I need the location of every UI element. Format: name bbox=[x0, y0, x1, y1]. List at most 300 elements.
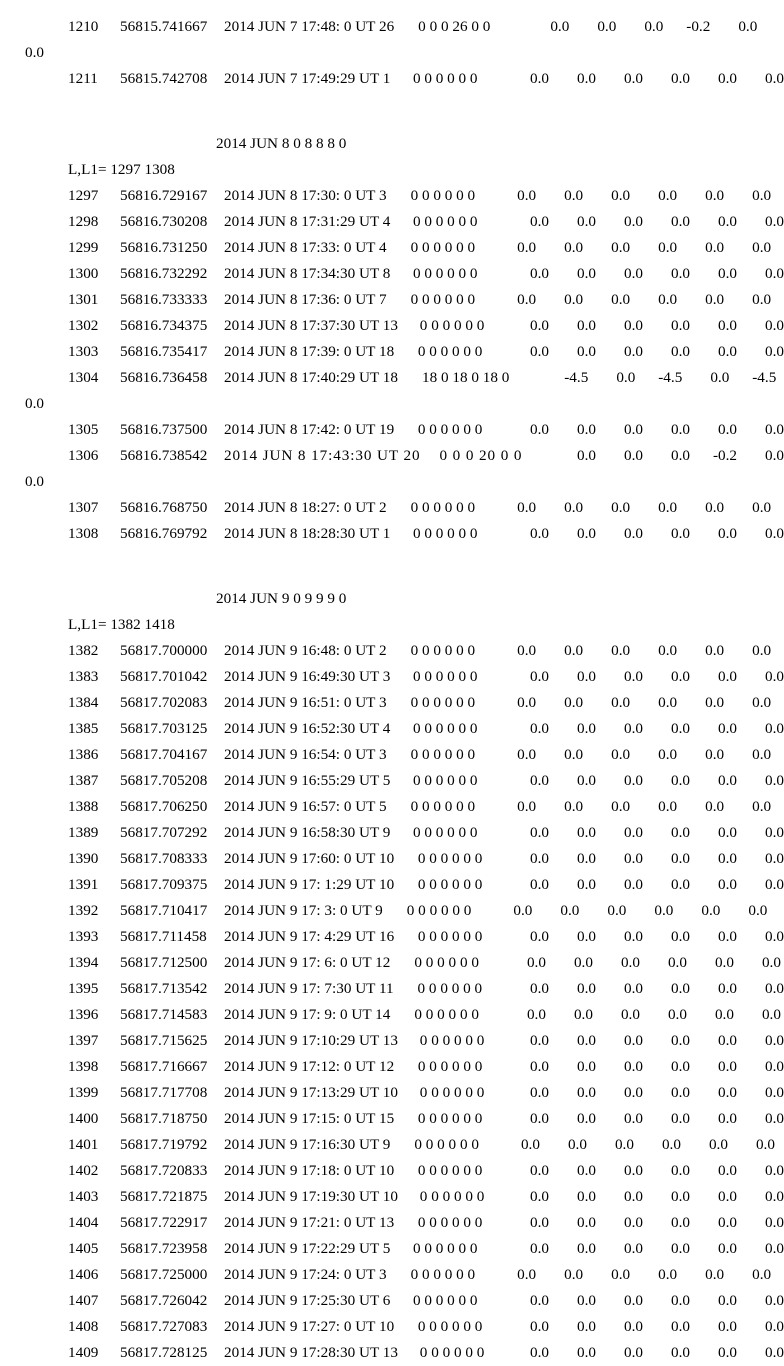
row-wrapped-value: 0.0 bbox=[25, 44, 44, 61]
spacer-gap bbox=[420, 443, 439, 469]
row-value: 0.0 bbox=[567, 1136, 587, 1153]
row-value: 0.0 bbox=[577, 213, 596, 230]
spacer-gap bbox=[398, 1184, 420, 1210]
table-row bbox=[0, 638, 784, 664]
row-timestamp: 2014 JUN 9 16:58:30 UT 9 bbox=[224, 824, 391, 841]
row-value: 0.0 bbox=[564, 694, 584, 711]
row-value: 0.0 bbox=[658, 291, 678, 308]
spacer-gap bbox=[390, 261, 413, 287]
spacer-gap bbox=[398, 1028, 420, 1054]
row-value: 0.0 bbox=[517, 187, 537, 204]
row-index: 1304 bbox=[68, 369, 99, 386]
row-timestamp: 2014 JUN 9 17:28:30 UT 13 bbox=[224, 1344, 398, 1361]
row-timestamp: 2014 JUN 9 17:10:29 UT 13 bbox=[224, 1032, 398, 1049]
row-flags: 0 0 0 0 0 0 bbox=[417, 1110, 483, 1127]
table-row bbox=[0, 872, 784, 898]
row-value: 0.0 bbox=[718, 1084, 737, 1101]
row-value: 0.0 bbox=[530, 1084, 549, 1101]
row-index: 1308 bbox=[68, 525, 99, 542]
row-value: -4.5 bbox=[752, 369, 777, 386]
row-value: 0.0 bbox=[658, 798, 678, 815]
row-value: 0.0 bbox=[671, 343, 690, 360]
row-mjd: 56817.711458 bbox=[120, 928, 207, 945]
row-value: 0.0 bbox=[530, 265, 549, 282]
row-value: 0.0 bbox=[658, 642, 678, 659]
vertical-spacer bbox=[0, 118, 784, 131]
spacer-gap bbox=[478, 521, 502, 547]
row-value: 0.0 bbox=[671, 772, 690, 789]
row-value: 0.0 bbox=[671, 1162, 690, 1179]
spacer-gap bbox=[478, 261, 502, 287]
row-value: 0.0 bbox=[624, 343, 643, 360]
row-value: 0.0 bbox=[577, 1110, 596, 1127]
row-index: 1389 bbox=[68, 824, 99, 841]
row-flags: 0 0 0 0 0 0 bbox=[417, 1058, 483, 1075]
spacer-gap bbox=[478, 1288, 502, 1314]
table-row bbox=[0, 1028, 784, 1054]
row-flags: 0 0 0 0 0 0 bbox=[410, 798, 476, 815]
row-value: 0.0 bbox=[530, 1110, 549, 1127]
row-timestamp: 2014 JUN 9 17:12: 0 UT 12 bbox=[224, 1058, 395, 1075]
row-value: 0.0 bbox=[705, 187, 725, 204]
spacer-gap bbox=[394, 872, 418, 898]
table-row bbox=[0, 1106, 784, 1132]
row-timestamp: 2014 JUN 9 17:19:30 UT 10 bbox=[224, 1188, 398, 1205]
row-value: 0.0 bbox=[705, 291, 725, 308]
row-flags: 0 0 0 0 0 0 bbox=[410, 694, 476, 711]
row-value: 0.0 bbox=[671, 980, 690, 997]
row-index: 1302 bbox=[68, 317, 99, 334]
ll-range-line bbox=[0, 612, 784, 638]
row-flags: 0 0 0 0 0 0 bbox=[414, 1136, 479, 1153]
row-value: 0.0 bbox=[577, 1344, 596, 1361]
row-wrapped-value: 0.0 bbox=[25, 395, 44, 412]
row-timestamp: 2014 JUN 9 17: 3: 0 UT 9 bbox=[224, 902, 383, 919]
table-row bbox=[0, 1184, 784, 1210]
row-mjd: 56817.707292 bbox=[120, 824, 208, 841]
row-flags: 0 0 0 0 0 0 bbox=[412, 1292, 478, 1309]
row-value: 0.0 bbox=[658, 746, 678, 763]
table-row bbox=[0, 794, 784, 820]
spacer-gap bbox=[478, 820, 502, 846]
row-value: 0.0 bbox=[765, 343, 784, 360]
spacer-gap bbox=[509, 365, 535, 391]
row-values bbox=[502, 1340, 784, 1366]
spacer-gap bbox=[394, 1158, 418, 1184]
row-values bbox=[502, 1184, 784, 1210]
spacer-gap bbox=[522, 443, 543, 469]
row-values bbox=[502, 1158, 784, 1184]
ll-first-index: 1297 bbox=[110, 161, 141, 178]
row-value: 0.0 bbox=[765, 720, 784, 737]
row-values bbox=[502, 66, 784, 92]
row-values bbox=[502, 261, 784, 287]
row-values bbox=[502, 872, 784, 898]
row-value: 0.0 bbox=[577, 1032, 596, 1049]
row-index: 1306 bbox=[68, 447, 99, 464]
row-value: 0.0 bbox=[577, 70, 596, 87]
row-value: 0.0 bbox=[671, 525, 690, 542]
row-value: 0.0 bbox=[671, 876, 690, 893]
row-value: 0.0 bbox=[671, 1292, 690, 1309]
row-value: 0.0 bbox=[550, 18, 570, 35]
row-mjd: 56817.726042 bbox=[120, 1292, 208, 1309]
row-value: 0.0 bbox=[624, 720, 643, 737]
row-index: 1400 bbox=[68, 1110, 99, 1127]
table-row bbox=[0, 261, 784, 287]
row-values bbox=[502, 1080, 784, 1106]
row-value: 0.0 bbox=[624, 876, 643, 893]
row-mjd: 56817.702083 bbox=[120, 694, 208, 711]
row-value: 0.0 bbox=[718, 343, 737, 360]
row-index: 1403 bbox=[68, 1188, 99, 1205]
spacer-gap bbox=[398, 1080, 420, 1106]
row-value: 0.0 bbox=[671, 317, 690, 334]
row-value: 0.0 bbox=[577, 1188, 596, 1205]
spacer-gap bbox=[390, 209, 413, 235]
spacer-gap bbox=[478, 66, 502, 92]
row-value: 0.0 bbox=[765, 668, 784, 685]
row-index: 1391 bbox=[68, 876, 99, 893]
row-value: 0.0 bbox=[761, 954, 781, 971]
row-value: 0.0 bbox=[624, 421, 643, 438]
row-value: 0.0 bbox=[718, 1032, 737, 1049]
row-value: 0.0 bbox=[714, 954, 734, 971]
row-timestamp: 2014 JUN 8 17:30: 0 UT 3 bbox=[224, 187, 387, 204]
row-value: 0.0 bbox=[624, 525, 643, 542]
row-values bbox=[493, 1132, 775, 1158]
row-value: 0.0 bbox=[752, 1266, 772, 1283]
row-value: 0.0 bbox=[577, 1292, 596, 1309]
row-value: 0.0 bbox=[517, 1266, 537, 1283]
spacer-gap bbox=[390, 66, 413, 92]
table-row bbox=[0, 976, 784, 1002]
row-values bbox=[489, 794, 771, 820]
row-timestamp: 2014 JUN 7 17:48: 0 UT 26 bbox=[224, 18, 395, 35]
ll-last-index: 1308 bbox=[144, 161, 175, 178]
row-value: 0.0 bbox=[624, 980, 643, 997]
table-row bbox=[0, 1080, 784, 1106]
row-flags: 0 0 0 0 0 0 bbox=[412, 70, 478, 87]
row-value: 0.0 bbox=[577, 525, 596, 542]
row-value: 0.0 bbox=[765, 1292, 784, 1309]
row-values bbox=[502, 846, 784, 872]
row-value: 0.0 bbox=[564, 239, 584, 256]
row-value: 0.0 bbox=[577, 980, 596, 997]
row-value: 0.0 bbox=[624, 772, 643, 789]
row-flags: 0 0 0 0 0 0 bbox=[410, 239, 476, 256]
row-value: 0.0 bbox=[671, 720, 690, 737]
row-mjd: 56817.721875 bbox=[120, 1188, 208, 1205]
row-mjd: 56815.742708 bbox=[120, 70, 208, 87]
row-values bbox=[502, 820, 784, 846]
row-mjd: 56817.719792 bbox=[120, 1136, 208, 1153]
row-value: 0.0 bbox=[530, 421, 549, 438]
row-values bbox=[502, 976, 784, 1002]
spacer-gap bbox=[394, 1054, 418, 1080]
row-value: 0.0 bbox=[658, 499, 678, 516]
row-value: 0.0 bbox=[597, 18, 617, 35]
table-row bbox=[0, 820, 784, 846]
row-value: 0.0 bbox=[671, 928, 690, 945]
row-timestamp: 2014 JUN 9 16:54: 0 UT 3 bbox=[224, 746, 387, 763]
row-value: 0.0 bbox=[624, 265, 643, 282]
table-row bbox=[0, 235, 784, 261]
row-timestamp: 2014 JUN 8 17:43:30 UT 20 bbox=[224, 447, 421, 464]
row-mjd: 56817.705208 bbox=[120, 772, 208, 789]
spacer-gap bbox=[387, 690, 411, 716]
row-flags: 0 0 0 0 0 0 bbox=[419, 1032, 485, 1049]
day-header: 2014 JUN 9 0 9 9 9 0 bbox=[216, 590, 347, 607]
row-value: -4.5 bbox=[564, 369, 589, 386]
row-value: 0.0 bbox=[577, 1214, 596, 1231]
table-row bbox=[0, 742, 784, 768]
row-value: 0.0 bbox=[718, 70, 737, 87]
row-mjd: 56817.701042 bbox=[120, 668, 208, 685]
row-value: 0.0 bbox=[671, 1188, 690, 1205]
table-row bbox=[0, 339, 784, 365]
row-values bbox=[489, 495, 771, 521]
spacer-gap bbox=[387, 742, 411, 768]
row-value: 0.0 bbox=[752, 746, 772, 763]
row-timestamp: 2014 JUN 9 17:18: 0 UT 10 bbox=[224, 1162, 395, 1179]
row-value: 0.0 bbox=[624, 1214, 643, 1231]
row-values bbox=[502, 1054, 784, 1080]
row-timestamp: 2014 JUN 9 17:27: 0 UT 10 bbox=[224, 1318, 395, 1335]
spacer-gap bbox=[394, 846, 418, 872]
spacer-gap bbox=[387, 638, 411, 664]
row-value: 0.0 bbox=[705, 694, 725, 711]
row-value: 0.0 bbox=[765, 70, 784, 87]
row-values bbox=[502, 339, 784, 365]
row-value: 0.0 bbox=[624, 928, 643, 945]
row-mjd: 56817.710417 bbox=[120, 902, 208, 919]
table-row bbox=[0, 950, 784, 976]
row-values bbox=[502, 521, 784, 547]
row-flags: 0 0 0 20 0 0 bbox=[439, 447, 523, 464]
row-value: 0.0 bbox=[765, 1162, 784, 1179]
row-value: 0.0 bbox=[564, 499, 584, 516]
row-value: 0.0 bbox=[671, 447, 690, 464]
row-value: 0.0 bbox=[765, 1058, 784, 1075]
row-value: 0.0 bbox=[624, 1058, 643, 1075]
spacer-gap bbox=[390, 1002, 414, 1028]
row-value: 0.0 bbox=[671, 1240, 690, 1257]
row-values bbox=[489, 235, 771, 261]
row-value: 0.0 bbox=[718, 1344, 737, 1361]
row-timestamp: 2014 JUN 9 16:49:30 UT 3 bbox=[224, 668, 391, 685]
row-value: 0.0 bbox=[577, 1240, 596, 1257]
table-row bbox=[0, 898, 784, 924]
row-mjd: 56817.708333 bbox=[120, 850, 208, 867]
table-row bbox=[0, 1002, 784, 1028]
spacer-gap bbox=[390, 1132, 414, 1158]
row-index: 1300 bbox=[68, 265, 99, 282]
row-mjd: 56817.709375 bbox=[120, 876, 208, 893]
table-row bbox=[0, 716, 784, 742]
row-values bbox=[522, 14, 757, 40]
row-flags: 0 0 0 0 0 0 bbox=[412, 265, 478, 282]
row-index: 1298 bbox=[68, 213, 99, 230]
row-value: 0.0 bbox=[752, 291, 772, 308]
row-value: 0.0 bbox=[624, 824, 643, 841]
spacer-gap bbox=[387, 794, 411, 820]
row-value: 0.0 bbox=[718, 525, 737, 542]
day-header: 2014 JUN 8 0 8 8 8 0 bbox=[216, 135, 347, 152]
row-value: 0.0 bbox=[624, 1032, 643, 1049]
row-mjd: 56816.768750 bbox=[120, 499, 208, 516]
row-mjd: 56816.733333 bbox=[120, 291, 208, 308]
row-values bbox=[502, 768, 784, 794]
row-value: 0.0 bbox=[577, 1084, 596, 1101]
row-value: 0.0 bbox=[765, 525, 784, 542]
row-value: 0.0 bbox=[718, 421, 737, 438]
row-values bbox=[489, 742, 771, 768]
row-value: 0.0 bbox=[718, 1188, 737, 1205]
row-index: 1409 bbox=[68, 1344, 99, 1361]
row-index: 1307 bbox=[68, 499, 99, 516]
row-value: 0.0 bbox=[624, 1344, 643, 1361]
table-row bbox=[0, 768, 784, 794]
row-value: 0.0 bbox=[611, 798, 631, 815]
row-values bbox=[489, 1262, 771, 1288]
row-value: 0.0 bbox=[667, 954, 687, 971]
spacer-gap bbox=[390, 820, 413, 846]
row-value: 0.0 bbox=[671, 1058, 690, 1075]
row-value: 0.0 bbox=[530, 213, 549, 230]
row-value: 0.0 bbox=[577, 668, 596, 685]
row-value: 0.0 bbox=[710, 369, 730, 386]
row-value: 0.0 bbox=[671, 1032, 690, 1049]
table-row bbox=[0, 1288, 784, 1314]
row-value: 0.0 bbox=[520, 1136, 540, 1153]
row-index: 1297 bbox=[68, 187, 99, 204]
row-mjd: 56817.712500 bbox=[120, 954, 208, 971]
row-timestamp: 2014 JUN 9 17:16:30 UT 9 bbox=[224, 1136, 391, 1153]
row-value: 0.0 bbox=[611, 239, 631, 256]
table-row bbox=[0, 365, 784, 391]
row-value: 0.0 bbox=[573, 954, 593, 971]
spacer-gap bbox=[394, 924, 418, 950]
spacer-gap bbox=[390, 1288, 413, 1314]
row-timestamp: 2014 JUN 8 17:39: 0 UT 18 bbox=[224, 343, 395, 360]
row-index: 1404 bbox=[68, 1214, 99, 1231]
spacer-gap bbox=[387, 235, 411, 261]
row-value: 0.0 bbox=[577, 265, 596, 282]
row-mjd: 56817.715625 bbox=[120, 1032, 208, 1049]
spacer-gap bbox=[478, 1236, 502, 1262]
row-value: 0.0 bbox=[513, 902, 533, 919]
row-value: 0.0 bbox=[624, 1318, 643, 1335]
row-index: 1405 bbox=[68, 1240, 99, 1257]
row-flags: 0 0 0 0 0 0 bbox=[412, 213, 478, 230]
row-index: 1388 bbox=[68, 798, 99, 815]
table-row bbox=[0, 924, 784, 950]
table-row bbox=[0, 183, 784, 209]
row-timestamp: 2014 JUN 8 17:40:29 UT 18 bbox=[224, 369, 398, 386]
row-value: 0.0 bbox=[530, 876, 549, 893]
row-value: 0.0 bbox=[718, 980, 737, 997]
row-value: 0.0 bbox=[705, 642, 725, 659]
row-value: 0.0 bbox=[530, 720, 549, 737]
row-flags: 0 0 0 0 0 0 bbox=[410, 187, 476, 204]
table-row bbox=[0, 1314, 784, 1340]
row-values bbox=[502, 664, 784, 690]
row-value: 0.0 bbox=[577, 421, 596, 438]
row-index: 1210 bbox=[68, 18, 99, 35]
row-value: 0.0 bbox=[564, 642, 584, 659]
spacer-gap bbox=[390, 950, 414, 976]
row-value: 0.0 bbox=[577, 1162, 596, 1179]
row-values bbox=[502, 209, 784, 235]
row-value: 0.0 bbox=[752, 642, 772, 659]
row-index: 1402 bbox=[68, 1162, 99, 1179]
row-timestamp: 2014 JUN 8 17:37:30 UT 13 bbox=[224, 317, 398, 334]
row-values bbox=[502, 716, 784, 742]
row-value: 0.0 bbox=[765, 265, 784, 282]
row-values bbox=[502, 1106, 784, 1132]
row-timestamp: 2014 JUN 9 17:60: 0 UT 10 bbox=[224, 850, 395, 867]
data-listing-body bbox=[0, 14, 784, 1366]
row-timestamp: 2014 JUN 9 16:51: 0 UT 3 bbox=[224, 694, 387, 711]
spacer-gap bbox=[387, 495, 411, 521]
row-value: 0.0 bbox=[530, 525, 549, 542]
row-values bbox=[502, 924, 784, 950]
spacer-gap bbox=[394, 976, 418, 1002]
row-mjd: 56817.722917 bbox=[120, 1214, 208, 1231]
row-value: 0.0 bbox=[718, 876, 737, 893]
row-flags: 0 0 0 0 0 0 bbox=[412, 525, 478, 542]
table-row bbox=[0, 443, 784, 469]
row-value: 0.0 bbox=[517, 798, 537, 815]
spacer-gap bbox=[387, 287, 411, 313]
row-index: 1408 bbox=[68, 1318, 99, 1335]
row-value: 0.0 bbox=[577, 850, 596, 867]
spacer-gap bbox=[383, 898, 407, 924]
row-flags: 0 0 0 0 0 0 bbox=[419, 1084, 485, 1101]
row-value: 0.0 bbox=[624, 1110, 643, 1127]
spacer-gap bbox=[398, 313, 420, 339]
row-flags: 0 0 0 0 0 0 bbox=[410, 746, 476, 763]
row-index: 1396 bbox=[68, 1006, 99, 1023]
row-value: 0.0 bbox=[517, 239, 537, 256]
row-mjd: 56816.735417 bbox=[120, 343, 208, 360]
spacer-gap bbox=[394, 1106, 418, 1132]
row-timestamp: 2014 JUN 9 17:22:29 UT 5 bbox=[224, 1240, 391, 1257]
spacer-gap bbox=[394, 417, 418, 443]
row-value: 0.0 bbox=[765, 447, 784, 464]
table-row bbox=[0, 521, 784, 547]
row-value: 0.0 bbox=[577, 876, 596, 893]
row-values bbox=[541, 365, 776, 391]
row-values bbox=[502, 313, 784, 339]
row-value: 0.0 bbox=[718, 1162, 737, 1179]
row-value: 0.0 bbox=[718, 213, 737, 230]
row-index: 1401 bbox=[68, 1136, 99, 1153]
table-row bbox=[0, 14, 784, 40]
spacer-gap bbox=[390, 1236, 413, 1262]
row-value: 0.0 bbox=[614, 1136, 634, 1153]
spacer-gap bbox=[387, 183, 411, 209]
row-value: 0.0 bbox=[671, 70, 690, 87]
row-value: 0.0 bbox=[752, 187, 772, 204]
row-value: 0.0 bbox=[611, 187, 631, 204]
row-value: 0.0 bbox=[671, 1318, 690, 1335]
spacer-gap bbox=[394, 1314, 418, 1340]
spacer-gap bbox=[387, 1262, 411, 1288]
row-value: 0.0 bbox=[624, 213, 643, 230]
row-value: 0.0 bbox=[718, 1058, 737, 1075]
